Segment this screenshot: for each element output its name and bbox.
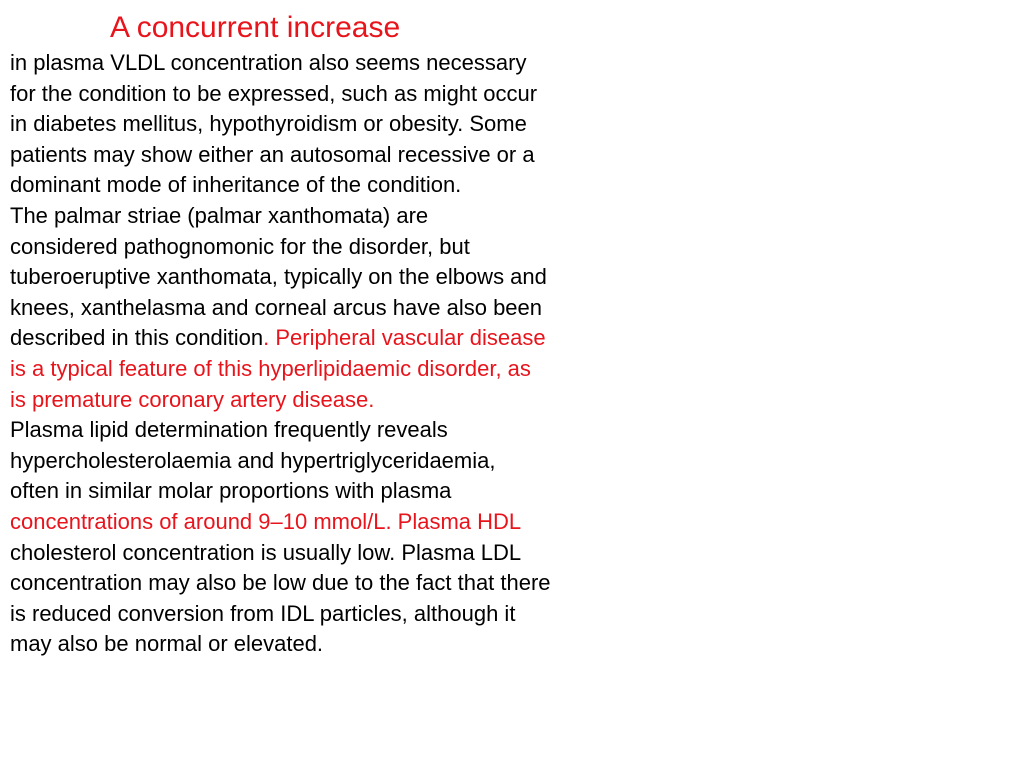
text-line xyxy=(10,476,650,507)
text-line xyxy=(10,140,650,171)
text-line xyxy=(10,354,650,385)
text-line xyxy=(10,629,650,660)
text-line xyxy=(10,385,650,416)
body-text: for the condition to be expressed, such as might occur xyxy=(10,80,538,106)
text-line xyxy=(10,415,650,446)
text-line xyxy=(10,568,650,599)
body-text: tuberoeruptive xanthomata, typically on the elbows and xyxy=(10,264,547,290)
highlighted-text: . Peripheral vascular disease xyxy=(263,325,546,351)
text-line xyxy=(10,446,650,477)
text-line xyxy=(10,232,650,263)
body-text: considered pathognomonic for the disorder, but xyxy=(10,233,470,259)
body-text: Plasma lipid determination frequently reveals xyxy=(10,417,448,443)
body-text: The palmar striae (palmar xanthomata) are xyxy=(10,202,429,228)
text-line xyxy=(10,48,650,79)
text-line xyxy=(10,323,650,354)
body-text: often in similar molar proportions with plasma xyxy=(10,478,452,504)
text-line xyxy=(10,201,650,232)
body-text: described in this condition xyxy=(10,325,264,351)
body-text: is reduced conversion from IDL particles, although it xyxy=(10,600,516,626)
body-text: dominant mode of inheritance of the condition. xyxy=(10,172,462,198)
body-text: concentration may also be low due to the fact that there xyxy=(10,570,551,596)
highlighted-text: is a typical feature of this hyperlipidaemic disorder, as xyxy=(10,355,531,381)
text-line xyxy=(10,262,650,293)
body-text: in diabetes mellitus, hypothyroidism or obesity. Some xyxy=(10,111,527,137)
text-line xyxy=(10,170,650,201)
slide-body-text xyxy=(10,48,650,660)
text-line xyxy=(10,79,650,110)
text-line xyxy=(10,538,650,569)
body-text: patients may show either an autosomal recessive or a xyxy=(10,141,535,167)
highlighted-text: is premature coronary artery disease. xyxy=(10,386,375,412)
text-line xyxy=(10,109,650,140)
body-text: in plasma VLDL concentration also seems necessary xyxy=(10,50,527,75)
body-text: cholesterol concentration is usually low. Plasma LDL xyxy=(10,539,522,565)
body-text: knees, xanthelasma and corneal arcus have also been xyxy=(10,294,543,320)
text-line xyxy=(10,599,650,630)
text-line xyxy=(10,507,650,538)
body-text: hypercholesterolaemia and hypertriglyceridaemia, xyxy=(10,447,496,473)
text-line xyxy=(10,293,650,324)
highlighted-text: concentrations of around 9–10 mmol/L. Plasma HDL xyxy=(10,508,522,534)
body-text: may also be normal or elevated. xyxy=(10,631,324,657)
slide-title: A concurrent increase xyxy=(110,11,401,44)
